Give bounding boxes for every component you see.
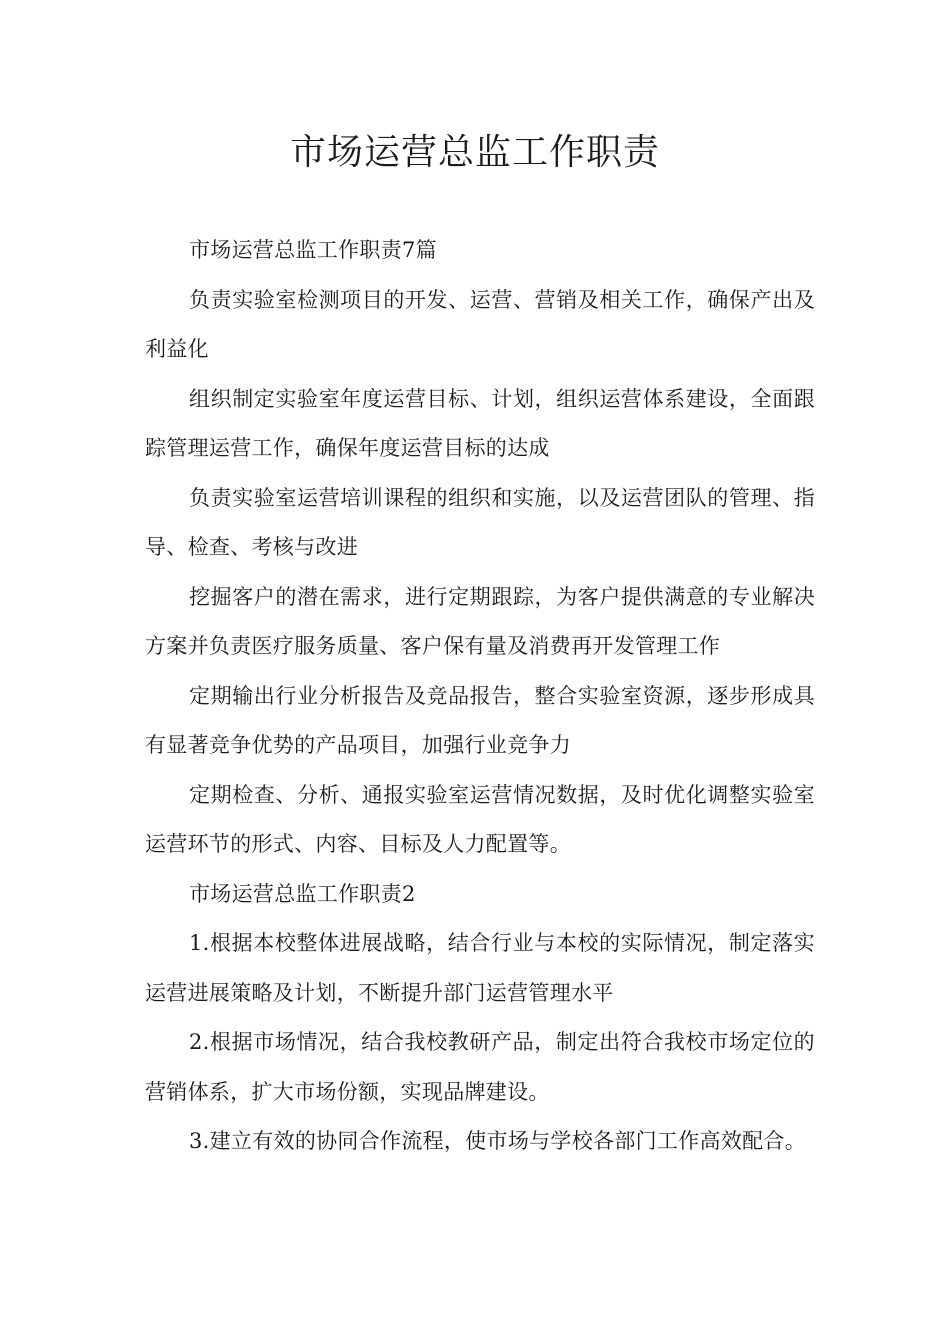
document-body (145, 226, 815, 1167)
paragraph: 1.根据本校整体进展战略，结合行业与本校的实际情况，制定落实运营进展策略及计划，不断提升部门运营管理水平 (145, 931, 815, 1005)
paragraph: 负责实验室运营培训课程的组织和实施，以及运营团队的管理、指导、检查、考核与改进 (145, 485, 815, 559)
paragraph-subtitle: 市场运营总监工作职责7篇 (189, 238, 437, 262)
paragraph: 3.建立有效的协同合作流程，使市场与学校各部门工作高效配合。 (189, 1129, 807, 1153)
paragraph: 定期输出行业分析报告及竞品报告，整合实验室资源，逐步形成具有显著竞争优势的产品项目，加强行业竞争力 (145, 683, 815, 757)
paragraph: 负责实验室检测项目的开发、运营、营销及相关工作，确保产出及利益化 (145, 287, 815, 361)
section-heading: 市场运营总监工作职责2 (189, 881, 416, 906)
paragraph: 2.根据市场情况，结合我校教研产品，制定出符合我校市场定位的营销体系，扩大市场份额，实现品牌建设。 (145, 1030, 815, 1104)
document-title: 市场运营总监工作职责 (289, 132, 660, 173)
paragraph: 挖掘客户的潜在需求，进行定期跟踪，为客户提供满意的专业解决方案并负责医疗服务质量、客户保有量及消费再开发管理工作 (145, 584, 815, 658)
paragraph: 组织制定实验室年度运营目标、计划，组织运营体系建设，全面跟踪管理运营工作，确保年度运营目标的达成 (145, 386, 815, 460)
paragraph: 定期检查、分析、通报实验室运营情况数据，及时优化调整实验室运营环节的形式、内容、目标及人力配置等。 (145, 782, 815, 856)
